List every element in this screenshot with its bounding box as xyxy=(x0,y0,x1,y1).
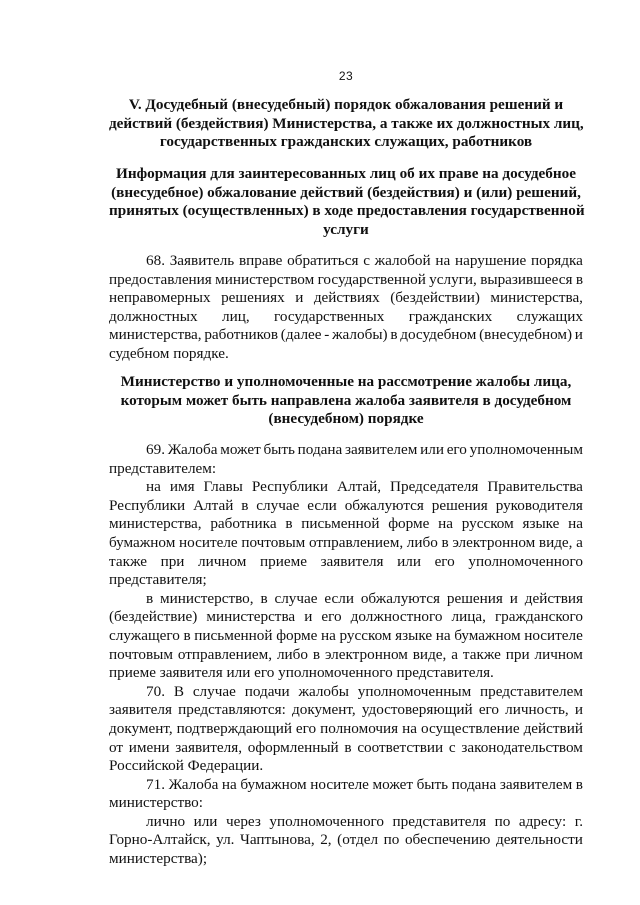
paragraph-line: также при личном приеме заявителя или его уполномоченного xyxy=(109,552,583,570)
paragraph-line: документ, подтверждающий его полномочия на осуществление действий xyxy=(109,719,583,737)
ministry-heading-line: Министерство и уполномоченные на рассмотрение жалобы лица, xyxy=(120,373,572,390)
page-number: 23 xyxy=(338,69,354,83)
paragraph-line: представителем: xyxy=(109,459,217,477)
paragraph-line: Российской Федерации. xyxy=(109,757,264,775)
paragraph-line: министерства, работников (далее - жалобы) в досудебном (внесудебном) и xyxy=(109,326,583,344)
paragraph-line: Горно-Алтайск, ул. Чаптынова, 2, (отдел по обеспечению деятельности xyxy=(109,831,583,849)
section-heading xyxy=(109,96,583,152)
paragraph-line: представителя; xyxy=(109,571,207,589)
paragraph-line: министерства, работника в письменной форме на русском языке на xyxy=(109,515,583,533)
info-heading xyxy=(109,165,583,240)
paragraph-line: от имени заявителя, оформленный в соответствии с законодательством xyxy=(109,738,583,756)
paragraph-line: предоставления министерством государственной услуги, выразившееся в xyxy=(109,270,583,288)
paragraph-line: 68. Заявитель вправе обратиться с жалобой на нарушение порядка xyxy=(146,252,583,269)
paragraph-line: 69. Жалоба может быть подана заявителем или его уполномоченным xyxy=(146,441,583,458)
paragraph-line: министерства); xyxy=(109,850,208,868)
paragraph-68 xyxy=(109,252,583,364)
paragraph-line: 71. Жалоба на бумажном носителе может быть подана заявителем в xyxy=(146,775,583,793)
paragraph-line: неправомерных решениях и действиях (бездействии) министерства, xyxy=(109,289,583,307)
ministry-heading-line: которым может быть направлена жалоба заявителя в досудебном xyxy=(120,391,572,409)
paragraph-line: бумажном носителе почтовым отправлением, либо в электронном виде, а xyxy=(109,533,583,551)
paragraph-line: почтовым отправлением, либо в электронном виде, а также при личном xyxy=(109,645,583,663)
paragraph-line: 70. В случае подачи жалобы уполномоченным представителем xyxy=(146,682,583,700)
paragraph-line: судебном порядке. xyxy=(109,344,229,362)
info-heading-line: Информация для заинтересованных лиц об их праве на досудебное xyxy=(116,165,576,182)
section-heading-line: действий (бездействия) Министерства, а также их должностных лиц, xyxy=(109,114,584,132)
info-heading-line: (внесудебное) обжалование действий (бездействия) и (или) решений, xyxy=(111,183,581,201)
ministry-heading xyxy=(109,373,583,429)
section-heading-line: V. Досудебный (внесудебный) порядок обжалования решений и xyxy=(128,96,564,113)
paragraph-line: министерство: xyxy=(109,794,203,812)
paragraph-line: (бездействие) министерства и его должностного лица, гражданского xyxy=(109,608,583,626)
paragraph-line: на имя Главы Республики Алтай, Председателя Правительства xyxy=(146,478,583,496)
paragraph-line: в министерство, в случае если обжалуются решения и действия xyxy=(146,589,583,607)
paragraph-line: приеме заявителя или его уполномоченного представителя. xyxy=(109,664,494,682)
paragraph-line: служащего в письменной форме на русском языке на бумажном носителе xyxy=(109,626,583,644)
paragraph-line: лично или через уполномоченного представителя по адресу: г. xyxy=(146,812,583,830)
ministry-heading-line: (внесудебном) порядке xyxy=(268,410,424,428)
paragraph-line: заявителя представляются: документ, удостоверяющий его личность, и xyxy=(109,701,583,719)
info-heading-line: принятых (осуществленных) в ходе предоставления государственной xyxy=(109,202,585,220)
paragraph-69-block xyxy=(109,441,583,869)
paragraph-line: Республики Алтай в случае если обжалуются решения руководителя xyxy=(109,496,583,514)
info-heading-line: услуги xyxy=(323,221,369,239)
paragraph-line: должностных лиц, государственных гражданских служащих xyxy=(109,307,583,325)
section-heading-line: государственных гражданских служащих, работников xyxy=(159,133,533,151)
